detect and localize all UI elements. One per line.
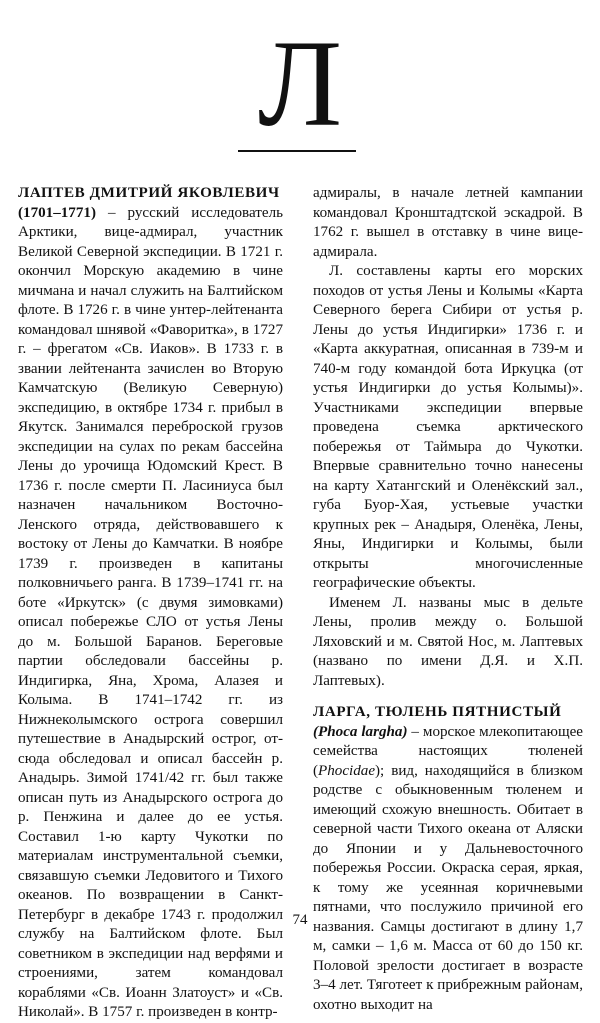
page-number: 74 [292, 912, 308, 928]
entry-laptev-continued: адмиралы, в начале летней кампании командовал Кронштадтской эскадрой. В 1762 г. вышел в отставку в чине вице-адмирала. [313, 185, 583, 260]
latin-family-name: Phocidae [318, 762, 376, 779]
entry-text: ); вид, находящийся в близком родстве с обыкновенным тюленем и имеющий схожую внешность. Обитает в северной части Тихого океана от Аляски до Японии и у Дальневосточного побережья России. Окраска серая, яркая, к тому же усеянная коричневыми пятнами, что послужило причиной его названия. Самцы достигают в длину 1,7 м, самки – 1,6 м. Масса от 60 до 150 кг. Половой зрелости достигает в возрасте 3–4 лет. Тяготеет к прибрежным районам, охотно выходит на [313, 762, 583, 1013]
entry-paragraph: Именем Л. названы мыс в дельте Лены, пролив между о. Большой Ляховский и м. Святой Нос, м. Лаптевых (названо по имени Д.Я. и Х.П. Лаптевых). [313, 594, 583, 689]
entry-text: – морское млекопитающее семейства настоящих тюленей ( [313, 723, 583, 779]
section-divider [238, 150, 356, 152]
open-paren: ( [313, 723, 319, 740]
entry-dates: (1701–1771) [18, 204, 96, 221]
entry-headword: ЛАРГА, ТЮЛЕНЬ ПЯТНИСТЫЙ [313, 704, 562, 720]
entry-larga [313, 703, 583, 1015]
entry-text-continued: сюда обследовал и описал бассейн р. Анадырь. Зимой 1741/42 гг. был также описан путь из Анадырского острога до р. Пенжина и далее до ее устья. Составил 1-ю карту Чукотки по материалам инструментальной съемки, связавшую съемки Ледовитого и Тихого океанов. По возвращении в Санкт-Петербург в декабре 1743 г. продолжил службу на Балтийском флоте. Был советником в экспедиции над верфями и строениями, затем командовал кораблями «Св. Иоанн Златоуст» и «Св. Николай». В 1757 г. произведен в контр- [18, 750, 283, 1020]
entry-text: – русский исследователь Арктики, вице-адмирал, участник Великой Северной экспедиции. В 1721 г. окончил Морскую академию в чине мичмана и начал служить на Балтийском флоте. В 1726 г. в чине унтер-лейтенанта командовал шнявой «Фаворитка», в 1727 г. – фрегатом «Св. Иаков». В 1733 г. в звании лейтенанта зачислен во Вторую Камчатскую (Великую Северную) экспедицию, в октябре 1734 г. прибыл в Якутск. Занимался переброской грузов экспедиции на сулах по рекам бассейна Лены до урочища Юдомский Крест. В 1736 г. после смерти П. Ласиниуса был назначен начальником Восточно-Ленского отряда, действовавшего к востоку от Лены до Камчатки. В ноябре 1739 г. произведен в капитаны полковничьего ранга. В 1739–1741 гг. на боте «Иркутск» (с двумя зимовками) описал побережье СЛО от устья Лены до м. Большой Баранов. Береговые партии обследовали бассейны р. Индигирка, Яна, Хрома, Алазея и Колыма. В 1741–1742 гг. из Нижнеколымского острога совершил путешествие в Анадырский острог, от- [18, 204, 283, 747]
right-column [313, 184, 583, 1015]
left-column [18, 184, 283, 1023]
entry-paragraph: Л. составлены карты его морских походов от устья Лены и Колымы «Карта Северного берега Сибири от устья р. Лены до устья Индигирки» 1736 г. и «Карта аккуратная, описанная в 739-м и 740-м году командой бота Иркуцка (от устья Индигирки до устья Колымы)». Участниками экспедиции впервые проведена съемка арктического побережья от Таймыра до Чукотки. Впервые сравнительно точно нанесены на карту Хатангский и Оленёкский зал., губа Буор-Хая, устьевые участки крупных рек – Анадыря, Оленёка, Лены, Яны, Индигирки и Колымы, были открыты многочисленные географические объекты. [313, 263, 583, 591]
close-paren: ) [402, 723, 408, 740]
entry-separator [313, 691, 583, 703]
section-letter: Л [257, 15, 343, 152]
entry-laptev [18, 184, 283, 1023]
entry-headword: ЛАПТЕВ ДМИТРИЙ ЯКОВЛЕВИЧ [18, 185, 280, 201]
latin-name: Phoca largha [318, 723, 403, 740]
